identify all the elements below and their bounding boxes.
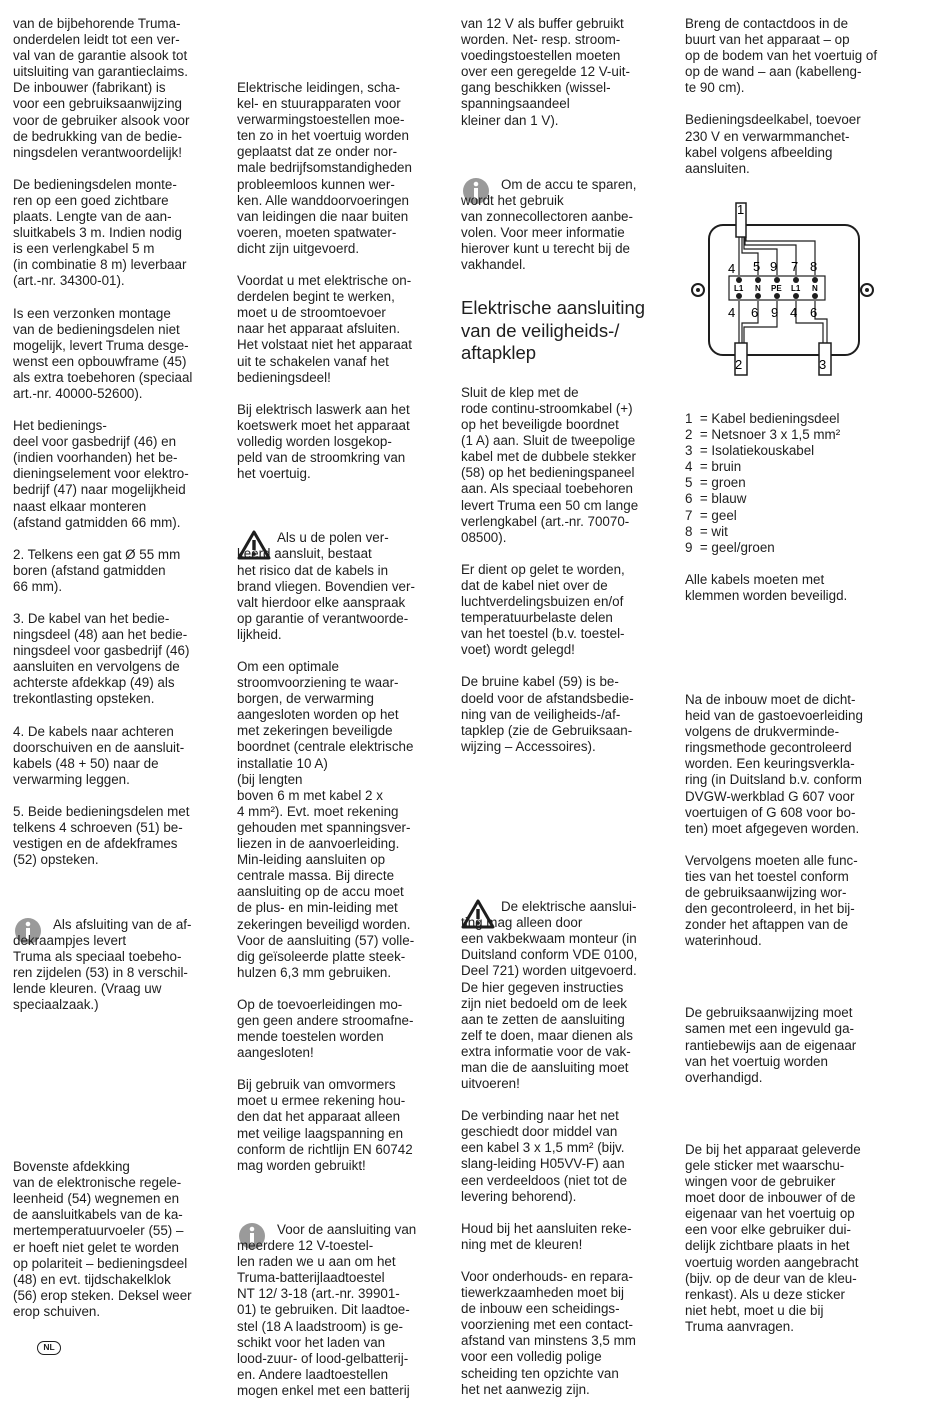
legend-item: 2 = Netsnoer 3 x 1,5 mm²	[685, 427, 841, 443]
paragraph: Voor onderhouds- en repara- tiewerkzaamheden moet bij de inbouw een scheidings- voorziening met een contact- afstand van minstens 3,5 mm voor een volledig polige scheiding ten opzichte van het net aanwezig zijn.	[461, 1268, 636, 1397]
cable-label: 2	[735, 356, 743, 372]
paragraph: Op de toevoerleidingen mo- gen geen andere stroomafne- mende toestelen worden aangesloten!	[237, 996, 414, 1061]
paragraph: 4. De kabels naar achteren doorschuiven en de aansluit- kabels (48 + 50) naar de verwarming leggen.	[13, 723, 185, 787]
wire-number: 4	[728, 304, 736, 320]
info-note	[13, 884, 225, 1013]
column-4	[685, 16, 895, 1351]
legend-item: 9 = geel/groen	[685, 539, 775, 555]
info-icon	[461, 161, 497, 189]
legend-item: 8 = wit	[685, 523, 728, 539]
terminal-label: L1	[734, 283, 744, 293]
wire-number: 4	[728, 260, 736, 276]
paragraph: 5. Beide bedieningsdelen met telkens 4 schroeven (51) be- vestigen en de afdekframes (52) opsteken.	[13, 803, 190, 868]
paragraph: van 12 V als buffer gebruikt worden. Net- resp. stroom- voedingstoestellen moeten over een geregelde 12 V-uit- gang beschikken (wissel- spanningsaandeel kleiner dan 1 V).	[461, 16, 630, 128]
wire-number: 6	[751, 304, 759, 320]
mounting-hole-right	[861, 284, 873, 296]
wire-number: 9	[771, 304, 779, 320]
paragraph: Breng de contactdoos in de buurt van het apparaat – op op de bodem van het voertuig of op de wand – aan (kabelleng- te 90 cm).	[685, 16, 878, 96]
paragraph: Bedieningsdeelkabel, toevoer 230 V en verwarmmanchet- kabel volgens afbeelding aansluiten.	[685, 112, 861, 176]
warning-note	[237, 498, 449, 643]
legend-item: 4 = bruin	[685, 459, 742, 475]
legend-item: 7 = geel	[685, 507, 737, 523]
legend-item: 6 = blauw	[685, 491, 747, 507]
legend-item: 3 = Isolatiekouskabel	[685, 443, 815, 459]
note-text: Als afsluiting van de af- dekraampjes levert Truma als speciaal toebeho- ren zijdelen (53) in 8 verschil- lende kleuren. (Vraag uw speciaalzaak.)	[13, 916, 192, 1012]
diagram-legend	[685, 411, 895, 556]
paragraph: Bovenste afdekking van de elektronische regele- leenheid (54) wegnemen en de aansluitkabels van de ka- mertemperatuurvoeler (55) – er hoeft niet gelet te worden op polariteit – bedieningsdeel (48) en evt. tijdschakelklok (56) erop steken. Deksel weer erop schuiven.	[13, 1159, 192, 1319]
column-3	[461, 16, 676, 1414]
column-1	[13, 16, 225, 1336]
paragraph: De gebruiksaanwijzing moet samen met een ingevuld ga- rantiebewijs aan de eigenaar van het voertuig worden overhandigd.	[685, 1005, 857, 1085]
terminal-label: N	[812, 283, 818, 293]
paragraph: Alle kabels moeten met klemmen worden beveiligd.	[685, 571, 848, 603]
cable-label: 3	[819, 356, 827, 372]
note-text: Om de accu te sparen, wordt het gebruik van zonnecollectoren aanbe- volen. Voor meer informatie hierover kunt u terecht bij de vakhandel.	[461, 176, 637, 273]
wiring-diagram	[685, 193, 885, 393]
paragraph: De bedieningsdelen monte- ren op een goed zichtbare plaats. Lengte van de aan- sluitkabels 3 m. Indien nodig is een verlengkabel 5 m (in combinatie 8 m) leverbaar (art.-nr. 34300-01).	[13, 176, 187, 289]
wire-number: 5	[753, 258, 761, 274]
paragraph: van de bijbehorende Truma- onderdelen leidt tot een ver- val van de garantie alsook tot uitsluiting van garantieclaims. De inbouwer (fabrikant) is voor een gebruiksaanwijzing voor de gebruiker alsook voor de bedrukking van de bedie- ningsdelen verantwoordelijk!	[13, 16, 190, 160]
warning-icon	[461, 883, 497, 911]
wire-number: 8	[810, 258, 818, 274]
info-icon	[13, 900, 49, 928]
legend-item: 1 = Kabel bedieningsdeel	[685, 410, 840, 426]
paragraph: Na de inbouw moet de dicht- heid van de gastoevoerleiding volgens de drukverminde- ringsmethode gecontroleerd worden. Een keuringsverkla- ring (in Duitsland b.v. conform DVGW-werkblad G 607 voor voertuigen of G 608 voor bo- ten) moet afgegeven worden.	[685, 691, 863, 836]
wire-number: 9	[770, 258, 778, 274]
paragraph: Bij elektrisch laswerk aan het koetswerk moet het apparaat volledig worden losgekop- peld van de stroomkring van het voertuig.	[237, 401, 410, 482]
paragraph: 2. Telkens een gat Ø 55 mm boren (afstand gatmidden 66 mm).	[13, 546, 181, 594]
paragraph: Voordat u met elektrische on- derdelen begint te werken, moet u de stroomtoevoer naar het apparaat afsluiten. Het volstaat niet het apparaat uit te schakelen vanaf het bedieningsdeel!	[237, 273, 412, 385]
paragraph: 3. De kabel van het bedie- ningsdeel (48) aan het bedie- ningsdeel voor gasbedrijf (46) aansluiten en vervolgens de achterste afdekkap (49) als trekontlasting opsteken.	[13, 611, 190, 707]
paragraph: Is een verzonken montage van de bedieningsdelen niet mogelijk, levert Truma desge- wenst een opbouwframe (45) als extra toebehoren (speciaal art.-nr. 40000-52600).	[13, 305, 193, 401]
legend-item: 5 = groen	[685, 475, 746, 491]
paragraph: Elektrische leidingen, scha- kel- en stuurapparaten voor verwarmingstoestellen moe- ten zo in het voertuig worden geplaatst dat ze onder nor- male bedrijfsomstandigheden probleemloos kunnen wer- ken. Alle wanddoorvoeringen van leidingen die naar buiten voeren, moeten spatwater- dicht zijn uitgevoerd.	[237, 80, 412, 256]
info-note	[461, 145, 676, 274]
section-heading: Elektrische aansluiting van de veiligheids-/ aftapklep	[461, 297, 646, 364]
info-icon	[237, 1206, 273, 1234]
paragraph: Er dient op gelet te worden, dat de kabel niet over de luchtverdelingsbuizen en/of temperatuurbelaste delen van het toestel (b.v. toestel- voet) wordt gelegd!	[461, 561, 625, 658]
paragraph: Het bedienings- deel voor gasbedrijf (46) en (indien voorhanden) het be- dieningselement voor elektro- bedrijf (47) naar mogelijkheid naast elkaar monteren (afstand gatmidden 66 mm).	[13, 418, 189, 530]
column-2	[237, 16, 449, 1415]
terminal-label: L1	[791, 283, 801, 293]
wire-number: 7	[791, 258, 799, 274]
paragraph: De bruine kabel (59) is be- doeld voor de afstandsbedie- ning van de veiligheids-/af- tapklep (zie de Gebruiksaan- wijzing – Accessoires).	[461, 674, 634, 754]
paragraph: De verbinding naar het net geschiedt door middel van een kabel 3 x 1,5 mm² (bijv. slang-leiding H05VV-F) aan een verdeeldoos (niet tot de levering behorend).	[461, 1108, 628, 1204]
info-note	[237, 1190, 449, 1399]
warning-text: Als u de polen ver- keerd aansluit, bestaat het risico dat de kabels in brand vliegen. Bovendien ver- valt hierdoor elke aanspraak op garantie of verantwoorde- lijkheid.	[237, 530, 415, 642]
paragraph: Sluit de klep met de rode continu-stroomkabel (+) op het beveiligde boordnet (1 A) aan. Sluit de tweepolige kabel met de dubbele stekker (58) op het bedieningspaneel aan. Als speciaal toebehoren levert Truma een 50 cm lange verlengkabel (art.-nr. 70070- 08500).	[461, 384, 639, 545]
paragraph: Houd bij het aansluiten reke- ning met de kleuren!	[461, 1220, 632, 1252]
paragraph: Vervolgens moeten alle func- ties van het toestel conform de gebruiksaanwijzing wor- den gecontroleerd, in het bij- zonder het aftappen van de waterinhoud.	[685, 852, 858, 949]
junction-box-diagram	[685, 193, 895, 397]
paragraph: Om een optimale stroomvoorziening te waar- borgen, de verwarming aangesloten worden op het met zekeringen beveiligde boordnet (centrale elektrische installatie 10 A) (bij lengten boven 6 m met kabel 2 x 4 mm²). Evt. moet rekening gehouden met spanningsver- liezen in de aanvoerleiding. Min-leiding aansluiten op centrale massa. Bij directe aansluiting op de accu moet de plus- en min-leiding met zekeringen beveiligd worden. Voor de aansluiting (57) volle- dig geïsoleerde platte steek- hulzen 6,3 mm gebruiken.	[237, 659, 415, 980]
paragraph: De bij het apparaat geleverde gele sticker met waarschu- wingen voor de gebruiker moet door de inbouwer of de eigenaar van het voertuig op een voor elke gebruiker dui- delijk zichtbare plaats in het voertuig worden aangebracht (bijv. op de deur van de kleu- renkast). Als u deze sticker niet hebt, moet u die bij Truma aanvragen.	[685, 1141, 861, 1334]
wire-number: 6	[810, 304, 818, 320]
warning-text: De elektrische aanslui- ting mag alleen door een vakbekwaam monteur (in Duitsland conform VDE 0100, Deel 721) worden uitgevoerd. De hier gegeven instructies zijn niet bedoeld om de leek aan te zetten de aansluiting zelf te doen, maar dienen als extra informatie voor de vak- man die de aansluiting moet uitvoeren!	[461, 899, 638, 1092]
paragraph: Bij gebruik van omvormers moet u ermee rekening hou- den dat het apparaat alleen met veilige laagspanning en conform de richtlijn EN 60742 mag worden gebruikt!	[237, 1077, 413, 1173]
note-text: Voor de aansluiting van meerdere 12 V-toestel- len raden we u aan om het Truma-batterijlaadtoestel NT 12/ 3-18 (art.-nr. 39901- 01) te gebruiken. Dit laadtoe- stel (18 A laadstroom) is ge- schikt voor het laden van lood-zuur- of lood-gelbatterij- en. Andere laadtoestellen mogen enkel met een batterij	[237, 1222, 417, 1398]
mounting-hole-left	[692, 284, 704, 296]
warning-icon	[237, 514, 273, 542]
cable-label: 1	[737, 201, 745, 217]
terminal-label: N	[755, 283, 761, 293]
warning-note	[461, 867, 676, 1092]
language-badge: NL	[37, 1341, 61, 1355]
wire-number: 4	[790, 304, 798, 320]
terminal-label: PE	[771, 283, 782, 293]
